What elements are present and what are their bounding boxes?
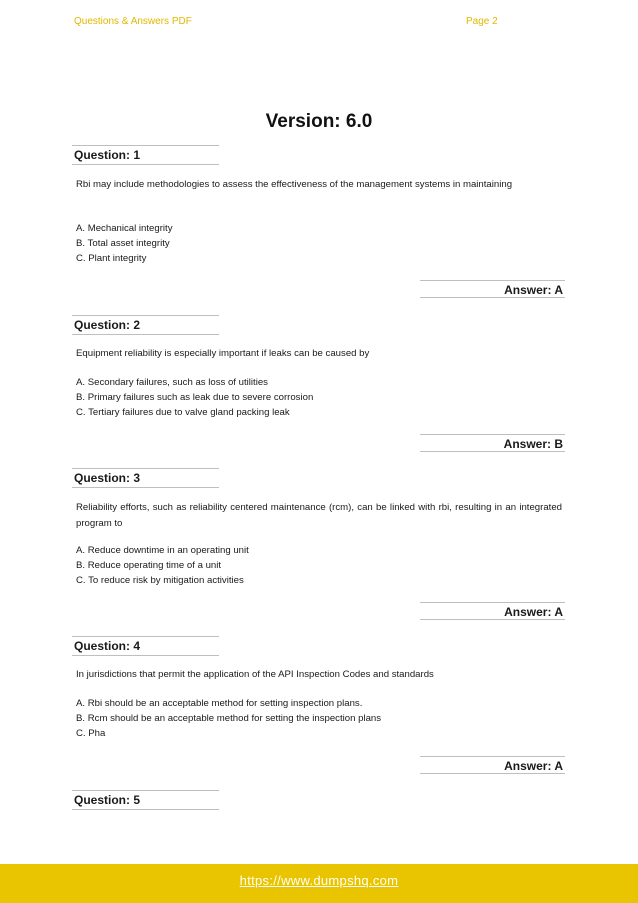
- question-2-answer: Answer: B: [420, 434, 565, 452]
- question-4-option-c: C. Pha: [76, 728, 106, 739]
- question-3-option-c: C. To reduce risk by mitigation activities: [76, 575, 244, 586]
- question-2-text: Equipment reliability is especially important if leaks can be caused by: [76, 348, 370, 359]
- question-4-option-b: B. Rcm should be an acceptable method for setting the inspection plans: [76, 713, 382, 724]
- question-3-label: Question: 3: [72, 468, 219, 488]
- question-1-options: [76, 221, 173, 266]
- page-number: Page 2: [466, 16, 498, 27]
- question-2-option-a: A. Secondary failures, such as loss of utilities: [76, 377, 268, 388]
- question-4-options: [76, 696, 381, 741]
- question-2-options: [76, 375, 313, 420]
- page-header-title: Questions & Answers PDF: [74, 16, 192, 27]
- question-2-label: Question: 2: [72, 315, 219, 335]
- question-3-text: Reliability efforts, such as reliability centered maintenance (rcm), can be linked with rbi, resulting in an integrated program to: [76, 502, 562, 529]
- question-4-label: Question: 4: [72, 636, 219, 656]
- question-1-option-a: A. Mechanical integrity: [76, 223, 173, 234]
- question-1-option-c: C. Plant integrity: [76, 253, 147, 264]
- version-title: Version: 6.0: [265, 111, 373, 132]
- question-1-option-b: B. Total asset integrity: [76, 238, 170, 249]
- question-4-answer: Answer: A: [420, 756, 565, 774]
- question-1-label: Question: 1: [72, 145, 219, 165]
- question-3-options: [76, 543, 249, 588]
- question-3-option-b: B. Reduce operating time of a unit: [76, 560, 222, 571]
- question-1-text: Rbi may include methodologies to assess the effectiveness of the management systems in maintaining: [76, 179, 513, 190]
- question-2-option-b: B. Primary failures such as leak due to severe corrosion: [76, 392, 314, 403]
- question-3-answer: Answer: A: [420, 602, 565, 620]
- question-1-answer: Answer: A: [420, 280, 565, 298]
- footer-link[interactable]: https://www.dumpshq.com: [239, 873, 399, 888]
- question-3-option-a: A. Reduce downtime in an operating unit: [76, 545, 249, 556]
- question-5-label: Question: 5: [72, 790, 219, 810]
- question-4-text: In jurisdictions that permit the application of the API Inspection Codes and standards: [76, 669, 434, 680]
- question-4-option-a: A. Rbi should be an acceptable method for setting inspection plans.: [76, 698, 363, 709]
- footer-bar: [0, 864, 638, 903]
- question-2-option-c: C. Tertiary failures due to valve gland packing leak: [76, 407, 290, 418]
